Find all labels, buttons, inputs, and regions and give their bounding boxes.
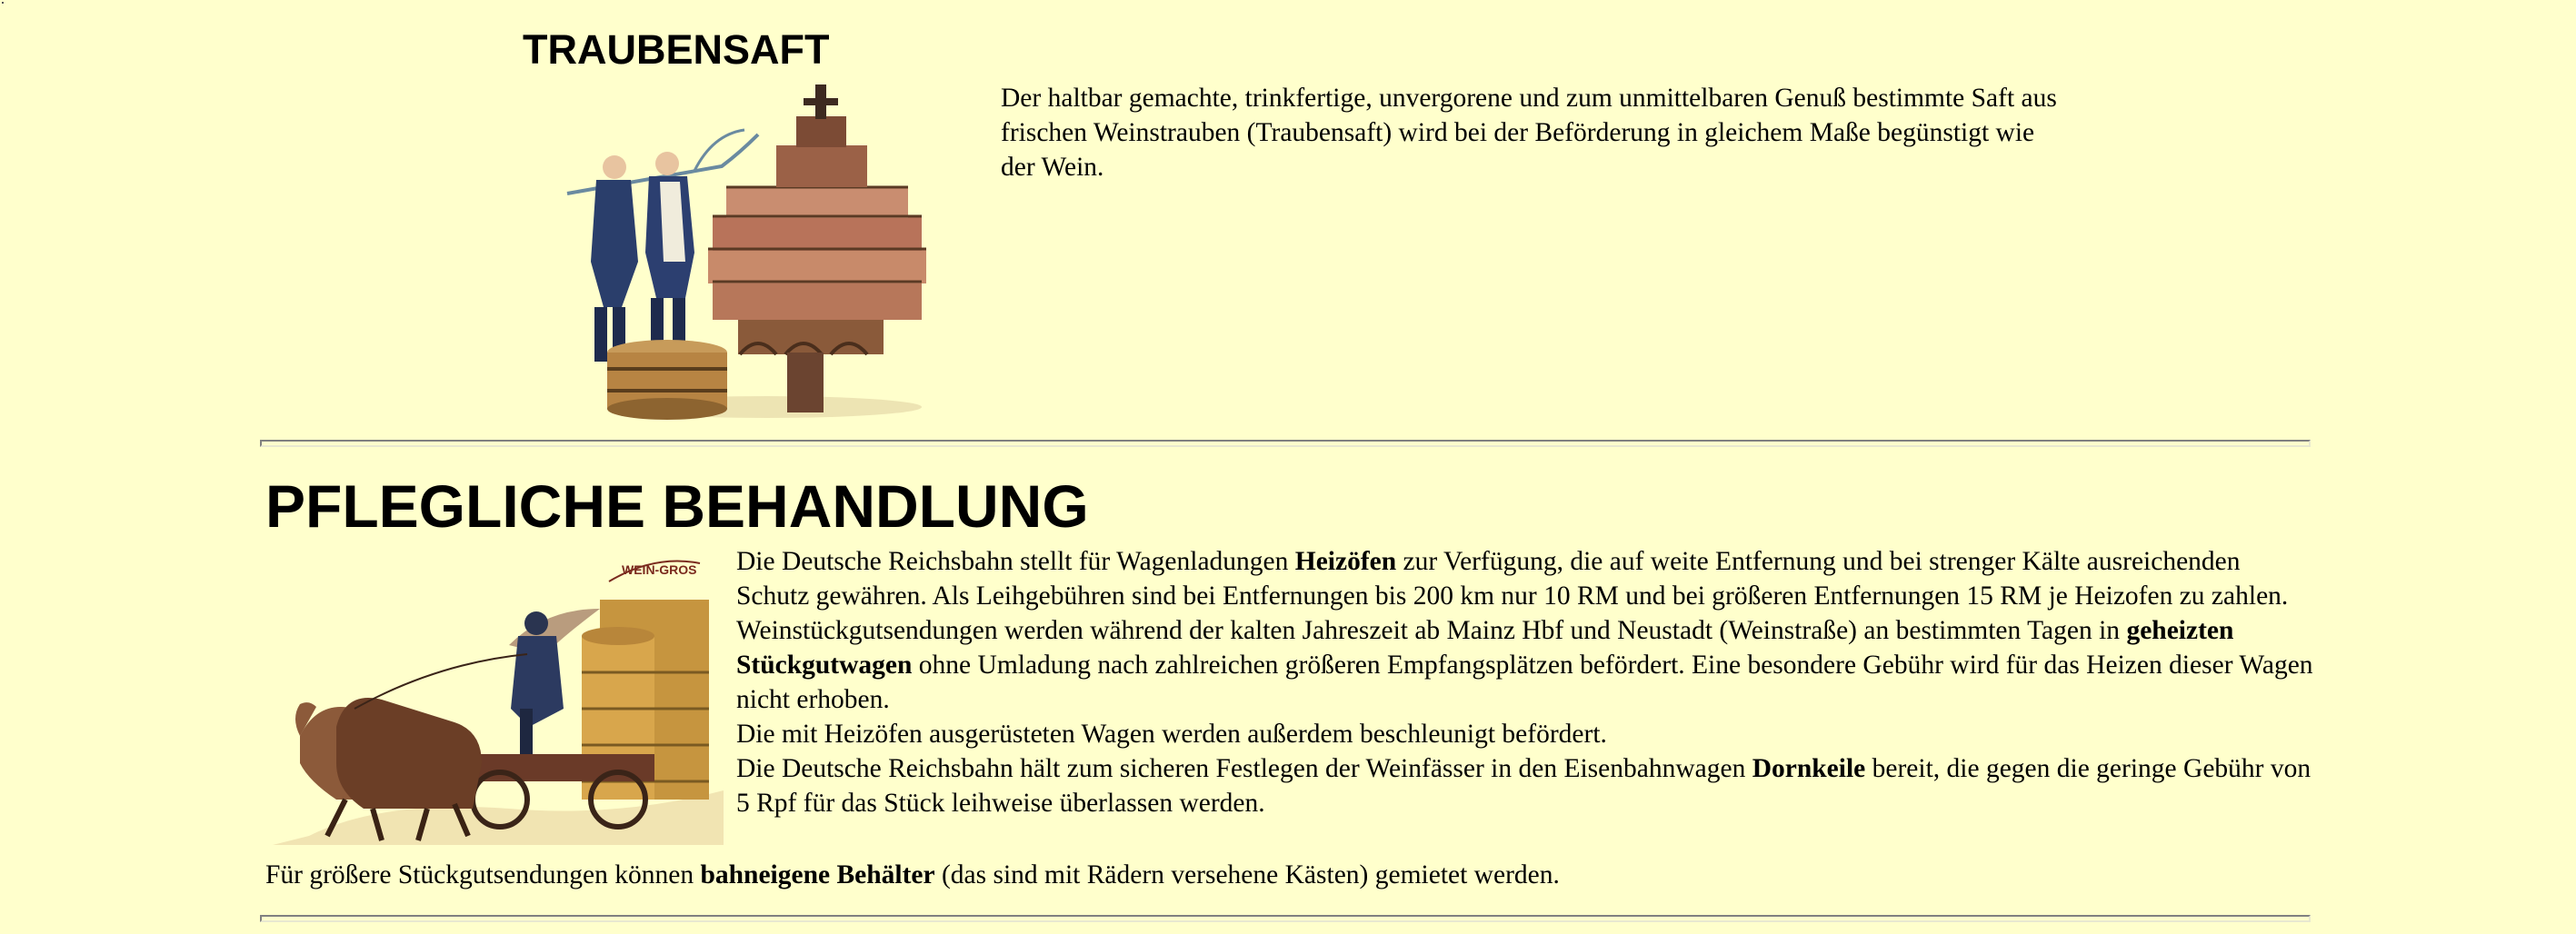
bold-term-bahneigene-behaelter: bahneigene Behälter: [700, 860, 935, 889]
pflege-paragraph-dornkeile: [736, 751, 2318, 820]
text-span: zur Verfügung, die auf weite Entfernung und bei strenger Kälte ausreichenden Schutz gewähren. Als Leihgebühren sind bei Entfernungen bis 200 km nur 10 RM und bei größeren Entfernungen 15 RM je Heizofen zu zahlen.: [736, 547, 2289, 611]
section-heading-traubensaft: TRAUBENSAFT: [523, 26, 830, 73]
text-span: Für größere Stückgutsendungen können: [265, 860, 701, 889]
horse-cart-illustration: [273, 545, 724, 845]
horizontal-rule: [260, 915, 2311, 922]
pflege-paragraph-behaelter: [265, 858, 2311, 892]
text-span: ohne Umladung nach zahlreichen größeren Empfangsplätzen befördert. Eine besondere Gebühr wird für das Heizen dieser Wagen nicht erhoben.: [736, 651, 2313, 714]
pflege-paragraph-beschleunigt: Die mit Heizöfen ausgerüsteten Wagen werden außerdem beschleunigt befördert.: [736, 720, 1607, 749]
corner-marker: [2, 2, 4, 4]
bold-term-dornkeile: Dornkeile: [1752, 754, 1866, 783]
cart-sign-text: WEIN-GROS: [622, 562, 697, 577]
horizontal-rule: [260, 440, 2311, 447]
text-span: Die Deutsche Reichsbahn stellt für Wagenladungen: [736, 547, 1295, 576]
wine-press-illustration: [531, 80, 976, 425]
text-span: (das sind mit Rädern versehene Kästen) gemietet werden.: [934, 860, 1560, 889]
pflege-paragraph-stueckgutwagen: [736, 613, 2318, 717]
traubensaft-description: Der haltbar gemachte, trinkfertige, unvergorene und zum unmittelbaren Genuß bestimmte Saft aus frischen Weinstrauben (Traubensaft) wird bei der Beförderung in gleichem Maße begünstigt wie der Wein.: [1001, 84, 2057, 182]
text-span: bereit, die gegen die geringe Gebühr von 5 Rpf für das Stück leihweise überlassen werden.: [736, 754, 2311, 818]
pflege-paragraph-heizoefen: [736, 544, 2318, 613]
section-heading-pflegliche-behandlung: PFLEGLICHE BEHANDLUNG: [265, 472, 1089, 540]
text-span: Die Deutsche Reichsbahn hält zum sicheren Festlegen der Weinfässer in den Eisenbahnwagen: [736, 754, 1752, 783]
text-span: Weinstückgutsendungen werden während der kalten Jahreszeit ab Mainz Hbf und Neustadt (Weinstraße) an bestimmten Tagen in: [736, 616, 2127, 645]
bold-term-heizoefen: Heizöfen: [1294, 547, 1397, 576]
bold-term-geheizte-stueckgutwagen: geheizten Stückgutwagen: [736, 616, 2234, 680]
pflege-text-block: [736, 544, 2318, 820]
